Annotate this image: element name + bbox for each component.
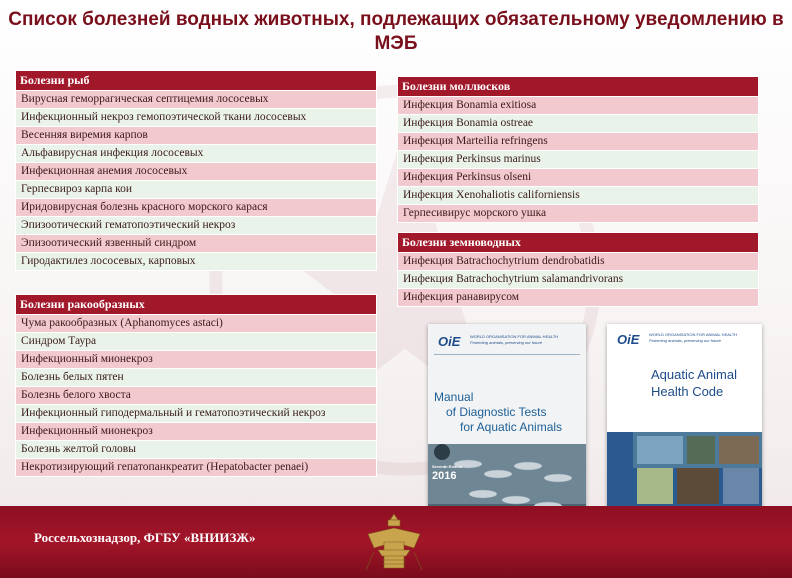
book2-title-line1: Aquatic Animal (651, 367, 737, 382)
book1-title (434, 390, 562, 435)
book1-divider (434, 354, 580, 355)
mollusc-disease-item: Инфекция Perkinsus marinus (398, 151, 759, 169)
mollusc-diseases-table (397, 76, 759, 223)
table-row (16, 405, 377, 423)
fish-disease-item: Гиродактилез лососевых, карповых (16, 253, 377, 271)
crustacean-disease-item: Инфекционный гиподермальный и гематопоэтический некроз (16, 405, 377, 423)
table-row (16, 127, 377, 145)
mollusc-disease-item: Инфекция Marteilia refringens (398, 133, 759, 151)
crustacean-disease-item: Болезнь желтой головы (16, 441, 377, 459)
fish-disease-item: Эпизоотический язвенный синдром (16, 235, 377, 253)
book2-title-line2: Health Code (651, 384, 724, 399)
mollusc-diseases-header: Болезни моллюсков (398, 77, 759, 97)
book1-title-line3: for Aquatic Animals (460, 420, 563, 434)
rosselkhoznadzor-emblem-icon (358, 508, 430, 578)
table-row (16, 351, 377, 369)
table-row (16, 459, 377, 477)
table-row (398, 289, 759, 307)
book1-motto: Protecting animals, preserving our future (470, 340, 543, 345)
table-row (16, 253, 377, 271)
table-row (16, 333, 377, 351)
oie-logo: OiE (438, 334, 461, 349)
book2-title (651, 366, 757, 400)
slide-title: Список болезней водных животных, подлежащих обязательному уведомлению в МЭБ (8, 9, 784, 54)
table-row (16, 199, 377, 217)
book1-edition: Seventh Edition (432, 464, 463, 469)
table-row (16, 441, 377, 459)
book2-org-name: WORLD ORGANISATION FOR ANIMAL HEALTH (649, 332, 738, 337)
book1-org-name: WORLD ORGANISATION FOR ANIMAL HEALTH (470, 334, 559, 339)
table-row (16, 235, 377, 253)
fish-disease-item: Весенняя виремия карпов (16, 127, 377, 145)
amphibian-disease-item: Инфекция Batrachochytrium salamandrivorans (398, 271, 759, 289)
mollusc-disease-item: Герпесивирус морского ушка (398, 205, 759, 223)
amphibian-disease-item: Инфекция Batrachochytrium dendrobatidis (398, 253, 759, 271)
mollusc-disease-item: Инфекция Bonamia ostreae (398, 115, 759, 133)
table-row (398, 187, 759, 205)
table-row (16, 315, 377, 333)
table-row (16, 91, 377, 109)
table-row (16, 145, 377, 163)
oie-logo: OiE (617, 332, 640, 347)
mollusc-disease-item: Инфекция Bonamia exitiosa (398, 97, 759, 115)
footer-organization-text: Россельхознадзор, ФГБУ «ВНИИЗЖ» (34, 530, 256, 545)
book1-title-line1: Manual (434, 390, 474, 404)
mollusc-disease-item: Инфекция Xenohaliotis californiensis (398, 187, 759, 205)
fish-disease-item: Инфекционный некроз гемопоэтической ткани лососевых (16, 109, 377, 127)
crustacean-disease-item: Синдром Таура (16, 333, 377, 351)
amphibian-diseases-header: Болезни земноводных (398, 233, 759, 253)
fish-disease-item: Инфекционная анемия лососевых (16, 163, 377, 181)
fish-disease-item: Альфавирусная инфекция лососевых (16, 145, 377, 163)
book2-motto: Protecting animals, preserving our future (649, 338, 722, 343)
book1-year: 2016 (432, 470, 457, 482)
book1-title-line2: of Diagnostic Tests (446, 405, 547, 419)
table-row (16, 217, 377, 235)
fish-disease-item: Эпизоотический гематопоэтический некроз (16, 217, 377, 235)
fish-disease-item: Герпесвироз карпа кои (16, 181, 377, 199)
crustacean-diseases-header: Болезни ракообразных (16, 295, 377, 315)
fish-disease-item: Иридовирусная болезнь красного морского карася (16, 199, 377, 217)
table-row (398, 205, 759, 223)
amphibian-disease-item: Инфекция ранавирусом (398, 289, 759, 307)
amphibian-diseases-table (397, 232, 759, 307)
table-row (16, 387, 377, 405)
table-row (398, 133, 759, 151)
crustacean-disease-item: Инфекционный мионекроз (16, 423, 377, 441)
table-row (398, 169, 759, 187)
fish-disease-item: Вирусная геморрагическая септицемия лососевых (16, 91, 377, 109)
mollusc-disease-item: Инфекция Perkinsus olseni (398, 169, 759, 187)
table-row (398, 271, 759, 289)
table-row (398, 97, 759, 115)
fish-diseases-header: Болезни рыб (16, 71, 377, 91)
table-row (16, 163, 377, 181)
shell-image (434, 444, 450, 460)
crustacean-diseases-table (15, 294, 377, 477)
table-row (16, 369, 377, 387)
crustacean-disease-item: Болезнь белого хвоста (16, 387, 377, 405)
crustacean-disease-item: Инфекционный мионекроз (16, 351, 377, 369)
crustacean-disease-item: Некротизирующий гепатопанкреатит (Hepatobacter penaei) (16, 459, 377, 477)
table-row (398, 115, 759, 133)
table-row (16, 109, 377, 127)
fish-diseases-table (15, 70, 377, 271)
table-row (398, 151, 759, 169)
table-row (398, 253, 759, 271)
crustacean-disease-item: Болезнь белых пятен (16, 369, 377, 387)
table-row (16, 181, 377, 199)
table-row (16, 423, 377, 441)
crustacean-disease-item: Чума ракообразных (Aphanomyces astaci) (16, 315, 377, 333)
